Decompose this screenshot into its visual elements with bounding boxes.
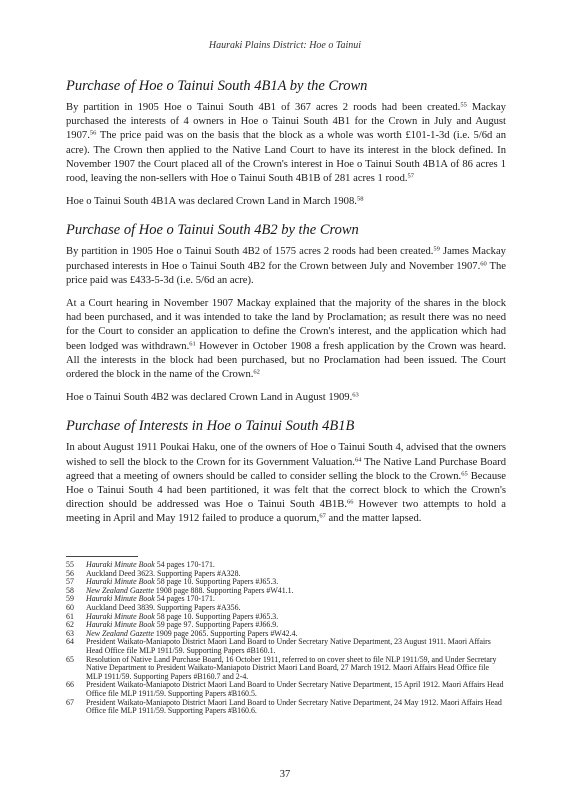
footnote-ref[interactable]: 58	[356, 195, 364, 203]
footnote-ref[interactable]: 55	[460, 101, 467, 109]
footnote: 61 Hauraki Minute Book 58 page 10. Supporting Papers #J65.3.	[66, 611, 279, 621]
footnote-ref[interactable]: 60	[480, 260, 487, 268]
footnote-ref[interactable]: 63	[352, 391, 359, 399]
footnote: 59 Hauraki Minute Book 54 pages 170-171.	[66, 594, 215, 604]
section-heading-4b2: Purchase of Hoe o Tainui South 4B2 by the Crown	[66, 222, 359, 239]
footnote: 58 New Zealand Gazette 1908 page 888. Supporting Papers #W41.1.	[66, 585, 294, 595]
footnote: 66 President Waikato-Maniapoto District Maori Land Board to Under Secretary Native Department, 15 April 1912. Maori Affairs Head Office file MLP 1911/59. Supporting Papers #B160.5.	[66, 680, 504, 698]
running-header: Hauraki Plains District: Hoe o Tainui	[208, 40, 362, 51]
footnote-ref[interactable]: 62	[253, 368, 260, 376]
footnotes	[66, 561, 506, 716]
footnote-ref[interactable]: 61	[189, 340, 196, 348]
page-number: 37	[279, 769, 291, 780]
footnote: 56 Auckland Deed 3623. Supporting Papers #A328.	[66, 568, 241, 578]
footnote-separator	[66, 556, 138, 557]
footnote: 63 New Zealand Gazette 1909 page 2065. Supporting Papers #W42.4.	[66, 628, 298, 638]
footnote-ref[interactable]: 65	[461, 470, 468, 478]
footnote-ref[interactable]: 57	[407, 172, 415, 180]
footnote: 55 Hauraki Minute Book 54 pages 170-171.	[66, 560, 215, 569]
paragraph: Hoe o Tainui South 4B1A was declared Crown Land in March 1908.58	[66, 195, 364, 208]
paragraph: At a Court hearing in November 1907 Mackay explained that the majority of the shares in the block had been purchased, and it was intended to take the land by Proclamation; as result there was no need for the Court to consider an application to define the Crown's interest, and the application which had been lodged was withdrawn.$^{61}$ However in October 1908 a fresh application by the Crown was heard. All the interests in the block had been purchased, but no Proclamation had been issued. The Court ordered the block in the name of the Crown.$^{62}$	[66, 298, 506, 381]
footnote: 62 Hauraki Minute Book 59 page 97. Supporting Papers #J66.9.	[66, 620, 279, 630]
footnote-ref[interactable]: 59	[433, 245, 440, 253]
footnote: 67 President Waikato-Maniapoto District Maori Land Board to Under Secretary Native Department, 24 May 1912. Maori Affairs Head Office file MLP 1911/59. Supporting Papers #B160.6.	[66, 697, 502, 716]
paragraph: Hoe o Tainui South 4B2 was declared Crown Land in August 1909.63	[66, 391, 359, 404]
paragraph: In about August 1911 Poukai Haku, one of the owners of Hoe o Tainui South 4, advised that the owners wished to sell the block to the Crown for its Government Valuation.$^{64}$ The Native Land Purchase Board agreed that a meeting of owners should be called to consider selling the block to the Crown.$^{65}$ Because Hoe o Tainui South 4 had been partitioned, it was felt that the correct block to which the Crown's direction should be addressed was Hoe o Tainui South 4B1B.$^{66}$ However two attempts to hold a meeting in April and May 1912 failed to produce a quorum,$^{67}$ and the matter lapsed.	[66, 442, 506, 525]
footnote: 57 Hauraki Minute Book 58 page 10. Supporting Papers #J65.3.	[66, 577, 279, 587]
footnote-ref[interactable]: 56	[89, 129, 97, 137]
footnote-ref[interactable]: 66	[347, 498, 354, 506]
footnote: 64 President Waikato-Maniapoto District Maori Land Board to Under Secretary Native Department, 23 August 1911. Maori Affairs Head Office file MLP 1911/59. Supporting Papers #B160.1.	[66, 637, 491, 655]
footnote-ref[interactable]: 64	[354, 456, 362, 464]
footnote: 65 Resolution of Native Land Purchase Board, 16 October 1911, referred to on cover sheet to file NLP 1911/59, and Under Secretary Native Department to President Waikato-Maniapoto District Maori Land Board, 27 March 1912. Maori Affairs Head Office file MLP 1911/59. Supporting Papers #B160.7 and 2-4.	[66, 654, 497, 681]
section-heading-4b1a: Purchase of Hoe o Tainui South 4B1A by the Crown	[66, 78, 368, 94]
footnote: 60 Auckland Deed 3839. Supporting Papers #A356.	[66, 602, 241, 612]
paragraph: By partition in 1905 Hoe o Tainui South 4B2 of 1575 acres 2 roods had been created.$^{59}$ James Mackay purchased interests in Hoe o Tainui South 4B2 for the Crown between July and November 1907.60 The price paid was £433-5-3d (i.e. 5/6d an acre).	[66, 245, 506, 286]
body-content	[66, 78, 506, 536]
footnote-ref[interactable]: 67	[319, 512, 326, 520]
section-heading-4b1b: Purchase of Interests in Hoe o Tainui South 4B1B	[66, 418, 355, 435]
paragraph: By partition in 1905 Hoe o Tainui South 4B1 of 367 acres 2 roods had been created.$^{55}$ Mackay purchased the interests of 4 owners in Hoe o Tainui South 4B1 for the Crown in July and August 1907.56 The price paid was on the basis that the block as a whole was worth £101-1-3d (i.e. 5/6d an acre). The Crown then applied to the Native Land Court to have its interest in the block defined. In November 1907 the Court placed all of the Crown's interest in Hoe o Tainui South 4B1A of 86 acres 1 rood, leaving the non-sellers with Hoe o Tainui South 4B1B of 281 acres 1 rood.$^{57}$	[66, 101, 506, 185]
